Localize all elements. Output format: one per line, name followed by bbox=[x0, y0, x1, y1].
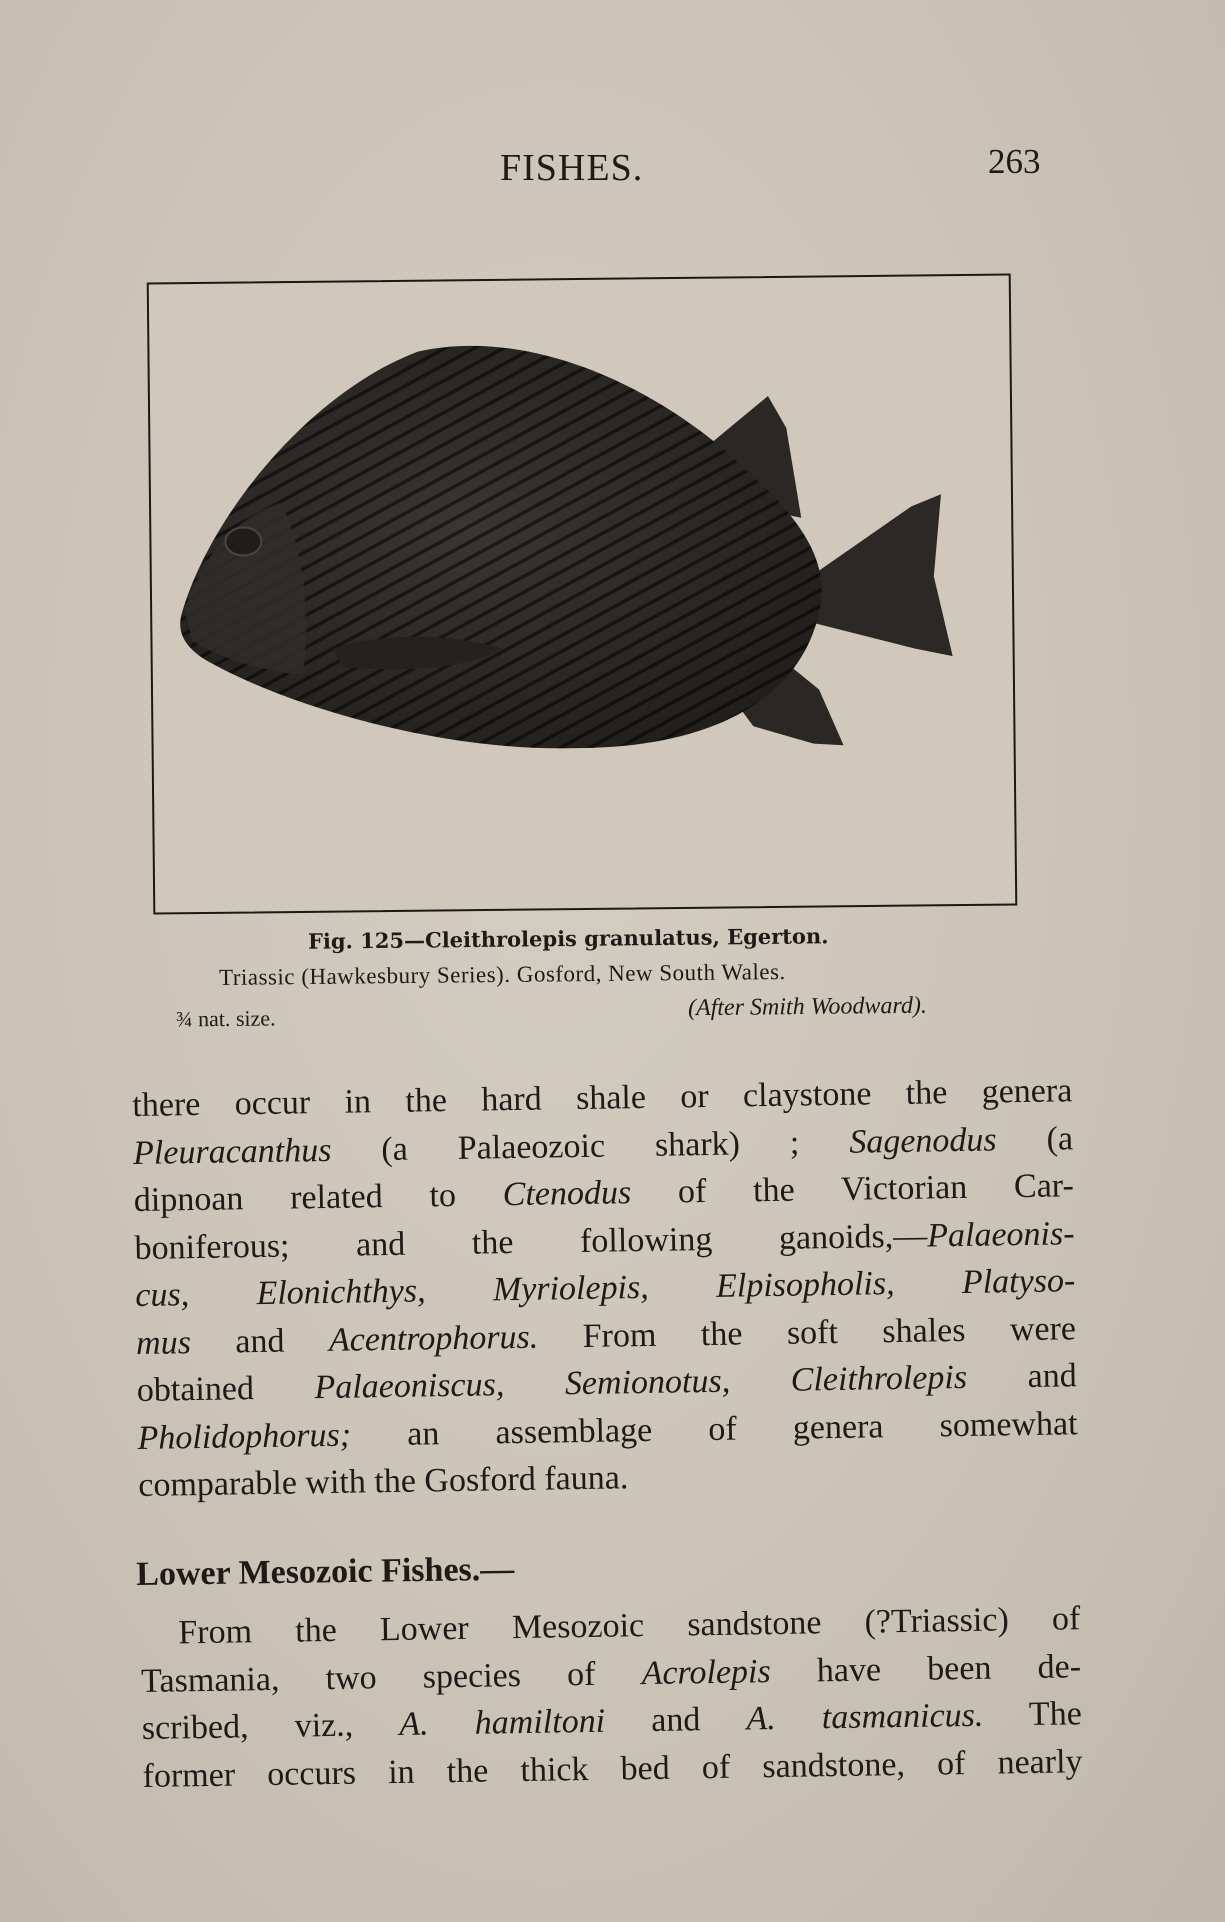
text-line: former occurs in the thick bed of sandstone, of nearly bbox=[142, 1742, 1083, 1795]
text-line: scribed, viz., A. hamiltoni and A. tasmanicus. The bbox=[141, 1695, 1083, 1747]
figure-credit: (After Smith Woodward). bbox=[687, 992, 928, 1022]
figure-frame bbox=[147, 273, 1018, 914]
paragraph-acrolepis bbox=[140, 1595, 1083, 1800]
text-line: cus, Elonichthys, Myriolepis, Elpisopholis, Platyso- bbox=[135, 1262, 1076, 1314]
text-line: mus and Acentrophorus. From the soft shales were bbox=[135, 1309, 1077, 1362]
tail-fin bbox=[811, 494, 953, 657]
page-title: FISHES. bbox=[500, 147, 644, 189]
text-line: there occur in the hard shale or claystone the genera bbox=[132, 1072, 1073, 1124]
page-number: 263 bbox=[988, 142, 1041, 181]
figure-scale-note: ¾ nat. size. bbox=[175, 1005, 276, 1032]
text-line: From the Lower Mesozoic sandstone (?Triassic) of bbox=[178, 1600, 1081, 1652]
text-line: boniferous; and the following ganoids,—Palaeonis- bbox=[134, 1214, 1075, 1267]
text-line: Tasmania, two species of Acrolepis have been de- bbox=[140, 1647, 1082, 1700]
section-heading: Lower Mesozoic Fishes.— bbox=[136, 1550, 515, 1593]
text-line: Pleuracanthus (a Palaeozoic shark) ; Sagenodus (a bbox=[132, 1119, 1074, 1172]
figure-caption-location: Triassic (Hawkesbury Series). Gosford, New South Wales. bbox=[218, 959, 786, 990]
text-line: Pholidophorus; an assemblage of genera somewhat bbox=[137, 1404, 1078, 1457]
text-line: comparable with the Gosford fauna. bbox=[138, 1459, 629, 1504]
text-line: obtained Palaeoniscus, Semionotus, Cleithrolepis and bbox=[136, 1357, 1078, 1409]
running-head bbox=[0, 142, 1225, 190]
fish-eye bbox=[225, 527, 261, 555]
paragraph-genera bbox=[132, 1067, 1079, 1509]
text-line: dipnoan related to Ctenodus of the Victorian Car- bbox=[133, 1167, 1075, 1219]
fossil-fish-illustration bbox=[149, 276, 1016, 913]
figure-caption-title: Fig. 125—Cleithrolepis granulatus, Egerton. bbox=[307, 923, 829, 954]
